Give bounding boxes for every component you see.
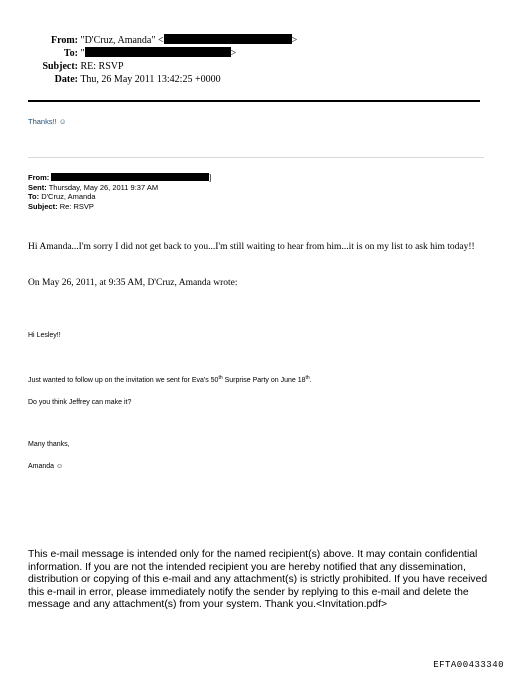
header-date-value: Thu, 26 May 2011 13:42:25 +0000: [80, 74, 221, 85]
header-date-label: Date:: [54, 74, 78, 85]
header-divider: [28, 100, 480, 102]
forward-subject-label: Subject:: [28, 201, 58, 211]
redaction-box: [164, 34, 292, 44]
header-to-value: ": [80, 48, 85, 59]
forward-subject-value: Re: RSVP: [59, 201, 94, 211]
quoted-line-1-a: Just wanted to follow up on the invitation we sent for Eva's 50: [28, 377, 219, 384]
header-subject-row: [36, 60, 124, 73]
header-from-row: [48, 34, 297, 47]
forward-to-label: To:: [28, 192, 40, 201]
header-to-row: [48, 47, 236, 60]
quoted-greeting: Hi Lesley!!: [28, 332, 61, 339]
quoted-line-1: [28, 376, 312, 385]
quoted-line-1-c: .: [309, 377, 312, 384]
header-to-tail: >: [230, 48, 237, 59]
reply-divider: [28, 157, 484, 158]
forward-to-row: [28, 192, 96, 202]
header-from-label: From:: [50, 35, 78, 46]
header-from-tail: >: [291, 35, 298, 46]
quoted-signature: Amanda ☺: [28, 463, 64, 470]
header-subject-value: RE: RSVP: [80, 61, 124, 72]
forward-subject-row: [28, 202, 94, 212]
forward-from-row: [28, 173, 211, 183]
legal-disclaimer: This e-mail message is intended only for the named recipient(s) above. It may contain confidential information. If you are not the intended recipient you are hereby notified that any dissemination, distribution or copying of this e-mail and any attachment(s) is strictly prohibited. If you have received this e-mail in error, please immediately notify the sender by replying to this e-mail and delete the message and any attachment(s) from your system. Thank you.<Invitation.pdf>: [28, 549, 488, 610]
forward-from-tail: ]: [209, 173, 212, 182]
body-paragraph: Hi Amanda...I'm sorry I did not get back to you...I'm still waiting to hear from him...it is on my list to ask him today!!: [28, 242, 475, 252]
forward-from-label: From:: [28, 173, 50, 182]
reply-text: Thanks!! ☺: [28, 117, 67, 126]
ordinal-suffix: th: [305, 375, 310, 381]
quote-intro: On May 26, 2011, at 9:35 AM, D'Cruz, Amanda wrote:: [28, 278, 238, 288]
header-date-row: [48, 73, 221, 86]
header-subject-label: Subject:: [42, 61, 78, 72]
document-id: EFTA00433340: [433, 660, 504, 670]
quoted-closing: Many thanks,: [28, 441, 70, 448]
forward-sent-row: [28, 183, 158, 193]
redaction-box: [51, 173, 212, 182]
redaction-box: [85, 47, 231, 57]
quoted-line-2: Do you think Jeffrey can make it?: [28, 399, 132, 406]
forward-sent-value: Thursday, May 26, 2011 9:37 AM: [48, 182, 159, 192]
quoted-line-1-b: Surprise Party on June 18: [222, 377, 306, 384]
ordinal-suffix: th: [218, 375, 223, 381]
forward-to-value: D'Cruz, Amanda: [41, 192, 96, 201]
forward-sent-label: Sent:: [28, 182, 47, 192]
header-from-value: "D'Cruz, Amanda" <: [80, 35, 164, 46]
header-to-label: To:: [63, 48, 78, 59]
